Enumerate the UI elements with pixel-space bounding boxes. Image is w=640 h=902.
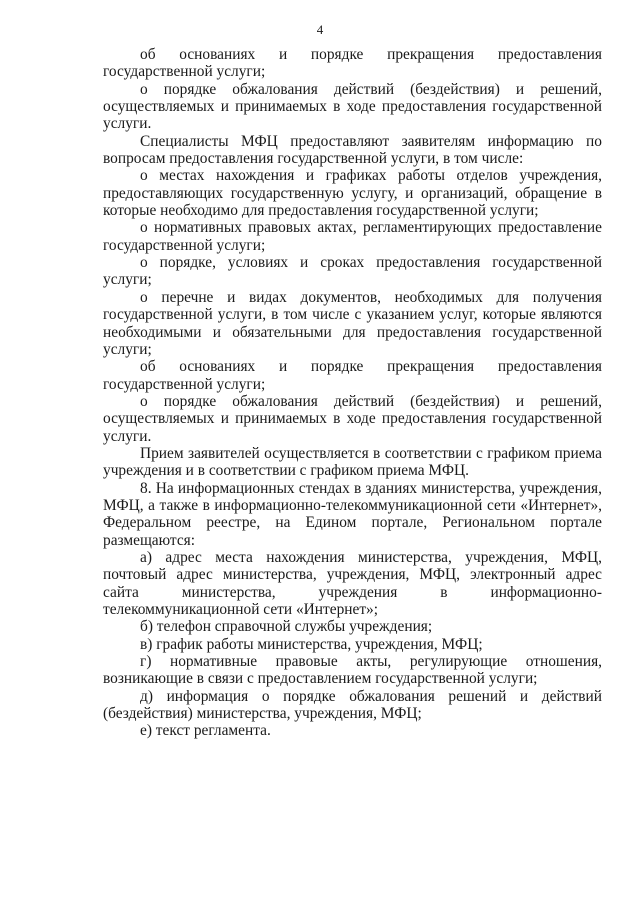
page-number: 4	[316, 22, 324, 37]
paragraph: об основаниях и порядке прекращения предоставления государственной услуги;	[103, 358, 602, 393]
paragraph: о нормативных правовых актах, регламентирующих предоставление государственной услуги;	[103, 219, 602, 254]
paragraph: д) информация о порядке обжалования решений и действий (бездействия) министерства, учреждения, МФЦ;	[103, 687, 602, 723]
paragraph: а) адрес места нахождения министерства, учреждения, МФЦ, почтовый адрес министерства, учреждения, МФЦ, электронный адрес сайта министерства, учреждения в информационно-телекоммуникационной сети «Интернет»;	[103, 548, 602, 618]
paragraph: о порядке, условиях и сроках предоставления государственной услуги;	[103, 254, 602, 289]
paragraph: 8. На информационных стендах в зданиях министерства, учреждения, МФЦ, а также в информационно-телекоммуникационной сети «Интернет», Федеральном реестре, на Едином портале, Региональном портале размещаются:	[103, 479, 602, 549]
paragraph: о порядке обжалования действий (бездействия) и решений, осуществляемых и принимаемых в ходе предоставления государственной услуги.	[103, 80, 602, 133]
paragraph: е) текст регламента.	[140, 722, 271, 740]
paragraph: Специалисты МФЦ предоставляют заявителям информацию по вопросам предоставления государственной услуги, в том числе:	[103, 132, 602, 168]
paragraph: об основаниях и порядке прекращения предоставления государственной услуги;	[103, 46, 602, 81]
paragraph: г) нормативные правовые акты, регулирующие отношения, возникающие в связи с предоставлением государственной услуги;	[103, 653, 602, 688]
paragraph: б) телефон справочной службы учреждения;	[140, 618, 433, 636]
paragraph: Прием заявителей осуществляется в соответствии с графиком приема учреждения и в соответствии с графиком приема МФЦ.	[103, 444, 602, 480]
document-body	[103, 46, 602, 740]
paragraph: о перечне и видах документов, необходимых для получения государственной услуги, в том числе с указанием услуг, которые являются необходимыми и обязательными для предоставления государственной услуги;	[103, 288, 602, 358]
paragraph: о местах нахождения и графиках работы отделов учреждения, предоставляющих государственную услугу, и организаций, обращение в которые необходимо для предоставления государственной услуги;	[103, 167, 602, 220]
paragraph: о порядке обжалования действий (бездействия) и решений, осуществляемых и принимаемых в ходе предоставления государственной услуги.	[103, 392, 602, 445]
paragraph: в) график работы министерства, учреждения, МФЦ;	[140, 635, 483, 653]
